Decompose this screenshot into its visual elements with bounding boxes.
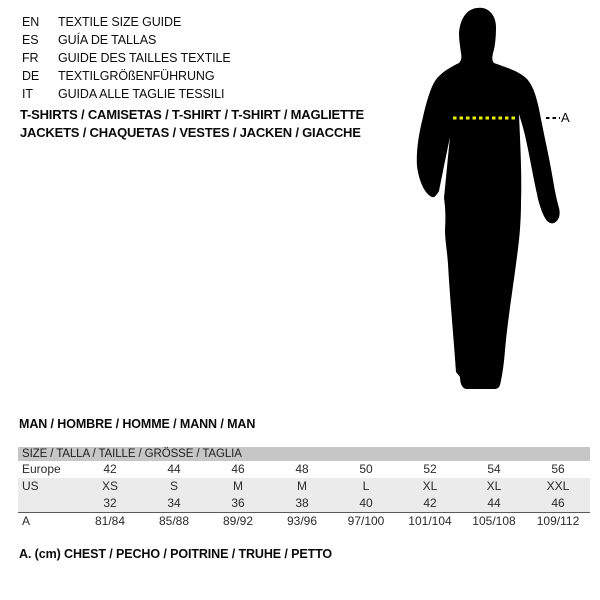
row-label: A — [22, 514, 31, 528]
language-code: IT — [22, 87, 33, 101]
size-cell: 81/84 — [94, 514, 126, 528]
size-cell: 97/100 — [347, 514, 385, 528]
category-line-tshirts: T-SHIRTS / CAMISETAS / T-SHIRT / T-SHIRT / MAGLIETTE — [20, 107, 364, 122]
size-cell: M — [297, 479, 307, 493]
size-cell: 56 — [551, 462, 565, 476]
size-cell: 46 — [231, 462, 245, 476]
language-row — [22, 85, 231, 103]
section-title-man: MAN / HOMBRE / HOMME / MANN / MAN — [19, 417, 256, 431]
size-cell: 44 — [167, 462, 181, 476]
language-title: TEXTILGRÖßENFÜHRUNG — [58, 69, 215, 83]
size-cell: 54 — [487, 462, 501, 476]
language-code: FR — [22, 51, 39, 65]
size-cell: 50 — [359, 462, 373, 476]
size-cell: 42 — [423, 496, 437, 510]
row-label: Europe — [22, 462, 61, 476]
size-cell: 40 — [359, 496, 373, 510]
size-cell: M — [233, 479, 243, 493]
garment-categories — [20, 106, 364, 142]
language-title: TEXTILE SIZE GUIDE — [58, 15, 182, 29]
measurement-footnote: A. (cm) CHEST / PECHO / POITRINE / TRUHE / PETTO — [19, 547, 333, 561]
size-table — [18, 447, 590, 530]
size-table-row — [18, 512, 590, 530]
size-cell: XXL — [546, 479, 570, 493]
row-label: US — [22, 479, 39, 493]
size-cell: 34 — [167, 496, 181, 510]
language-code: ES — [22, 33, 39, 47]
row-label — [18, 495, 78, 512]
language-code: EN — [22, 15, 40, 29]
size-cell: XL — [486, 479, 502, 493]
language-row — [22, 49, 231, 67]
language-list — [22, 13, 231, 103]
size-cell: 48 — [295, 462, 309, 476]
size-table-header: SIZE / TALLA / TAILLE / GRÖSSE / TAGLIA — [18, 447, 590, 461]
language-row — [22, 13, 231, 31]
measure-label-a: A — [561, 110, 570, 125]
size-cell: S — [169, 479, 178, 493]
size-cell: 93/96 — [286, 514, 318, 528]
size-cell: 85/88 — [158, 514, 190, 528]
size-cell: 46 — [551, 496, 565, 510]
man-silhouette-figure — [400, 0, 580, 400]
size-cell: 109/112 — [536, 514, 580, 528]
size-cell: L — [362, 479, 370, 493]
language-title: GUÍA DE TALLAS — [58, 33, 157, 47]
size-cell: 42 — [103, 462, 117, 476]
size-cell: 32 — [103, 496, 117, 510]
size-table-rows — [18, 461, 590, 530]
size-cell: 38 — [295, 496, 309, 510]
size-table-row — [18, 495, 590, 512]
size-cell: 52 — [423, 462, 437, 476]
language-code: DE — [22, 69, 40, 83]
size-cell: 36 — [231, 496, 245, 510]
category-line-jackets: JACKETS / CHAQUETAS / VESTES / JACKEN / GIACCHE — [20, 125, 361, 140]
size-cell: XS — [101, 479, 118, 493]
language-title: GUIDA ALLE TAGLIE TESSILI — [58, 87, 225, 101]
size-table-row — [18, 478, 590, 495]
size-cell: 105/108 — [472, 514, 516, 528]
language-title: GUIDE DES TAILLES TEXTILE — [58, 51, 231, 65]
size-cell: XL — [422, 479, 438, 493]
man-silhouette — [417, 8, 560, 389]
size-table-row — [18, 461, 590, 478]
language-row — [22, 67, 231, 85]
language-row — [22, 31, 231, 49]
size-cell: 89/92 — [222, 514, 254, 528]
size-cell: 101/104 — [408, 514, 452, 528]
size-cell: 44 — [487, 496, 501, 510]
